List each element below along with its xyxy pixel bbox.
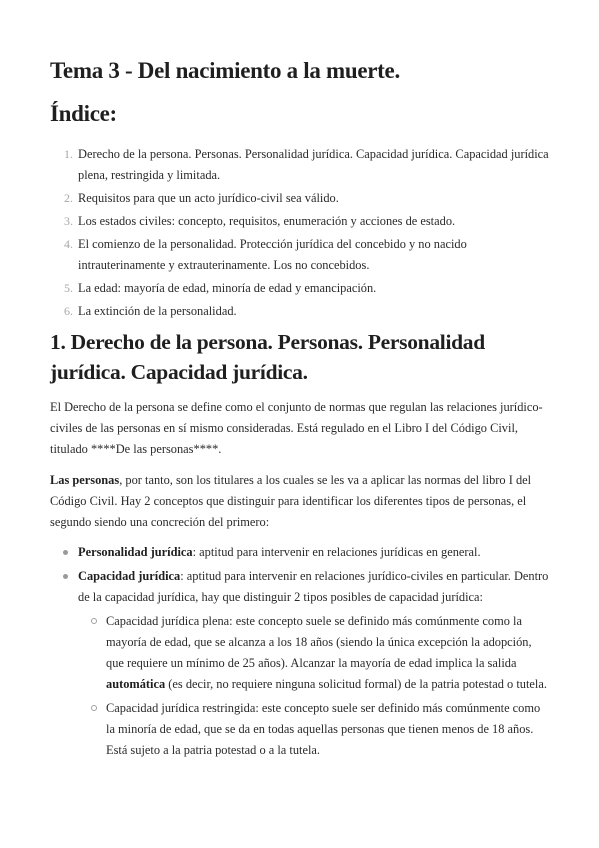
toc-text: Derecho de la persona. Personas. Personalidad jurídica. Capacidad jurídica. Capacidad jurídica plena, restringida y limitada.	[78, 147, 549, 182]
sub-item-text: (es decir, no requiere ninguna solicitud formal) de la patria potestad o tutela.	[165, 677, 547, 691]
toc-text: Requisitos para que un acto jurídico-civil sea válido.	[78, 191, 339, 205]
list-item-personalidad	[50, 542, 550, 563]
section-heading: 1. Derecho de la persona. Personas. Personalidad jurídica. Capacidad jurídica.	[50, 330, 485, 384]
toc-item	[50, 211, 550, 232]
bold-term: Las personas	[50, 473, 120, 487]
list-item-capacidad	[50, 566, 550, 761]
toc-number: 2.	[64, 191, 73, 205]
toc-item	[50, 301, 550, 322]
toc-text: La edad: mayoría de edad, minoría de edad y emancipación.	[78, 281, 377, 295]
toc-item	[50, 144, 550, 186]
document-title: Tema 3 - Del nacimiento a la muerte.	[50, 58, 400, 83]
toc-number: 4.	[64, 237, 73, 251]
toc-item	[50, 234, 550, 276]
toc-text: La extinción de la personalidad.	[78, 304, 237, 318]
bold-term: Capacidad jurídica	[78, 569, 181, 583]
toc-text: El comienzo de la personalidad. Protección jurídica del concebido y no nacido intrauterinamente y extrauterinamente. Los no concebidos.	[78, 237, 467, 272]
toc-number: 3.	[64, 214, 73, 228]
table-of-contents	[50, 144, 550, 324]
paragraph-las-personas	[50, 470, 550, 533]
toc-number: 5.	[64, 281, 73, 295]
list-item-text: : aptitud para intervenir en relaciones jurídico-civiles en particular. Dentro de la capacidad jurídica, hay que distinguir 2 tipos posibles de capacidad jurídica:	[78, 569, 549, 604]
sub-item-restringida	[78, 698, 550, 761]
toc-item	[50, 278, 550, 299]
list-item-text: : aptitud para intervenir en relaciones jurídicas en general.	[192, 545, 481, 559]
concept-list	[50, 542, 550, 764]
hollow-bullet-icon	[91, 618, 97, 624]
bold-term: Personalidad jurídica	[78, 545, 193, 559]
hollow-bullet-icon	[91, 705, 97, 711]
toc-number: 1.	[64, 147, 73, 161]
sub-list	[78, 611, 550, 761]
bullet-icon	[63, 550, 68, 555]
toc-item	[50, 188, 550, 209]
paragraph-derecho-persona: El Derecho de la persona se define como el conjunto de normas que regulan las relaciones jurídico-civiles de las personas en sí mismo consideradas. Está regulado en el Libro I del Código Civil, titulado ****De las personas****.	[50, 400, 543, 456]
bold-term: automática	[106, 677, 166, 691]
bullet-icon	[63, 574, 68, 579]
index-heading: Índice:	[50, 101, 117, 126]
sub-item-text: Capacidad jurídica restringida: este concepto suele ser definido más comúnmente como la minoría de edad, que se da en todas aquellas personas que tienen menos de 18 años. Está sujeto a la patria potestad o a la tutela.	[106, 701, 541, 757]
toc-number: 6.	[64, 304, 73, 318]
paragraph-text: , por tanto, son los titulares a los cuales se les va a aplicar las normas del libro I del Código Civil. Hay 2 conceptos que distinguir para identificar los diferentes tipos de personas, el segundo siendo una concreción del primero:	[50, 473, 532, 529]
sub-item-plena	[78, 611, 550, 695]
toc-text: Los estados civiles: concepto, requisitos, enumeración y acciones de estado.	[78, 214, 456, 228]
sub-item-text: Capacidad jurídica plena: este concepto suele se definido más comúnmente como la mayoría de edad, que se alcanza a los 18 años (siendo la única excepción la adopción, que requiere un mínimo de 25 años). Alcanzar la mayoría de edad implica la salida	[106, 614, 532, 670]
